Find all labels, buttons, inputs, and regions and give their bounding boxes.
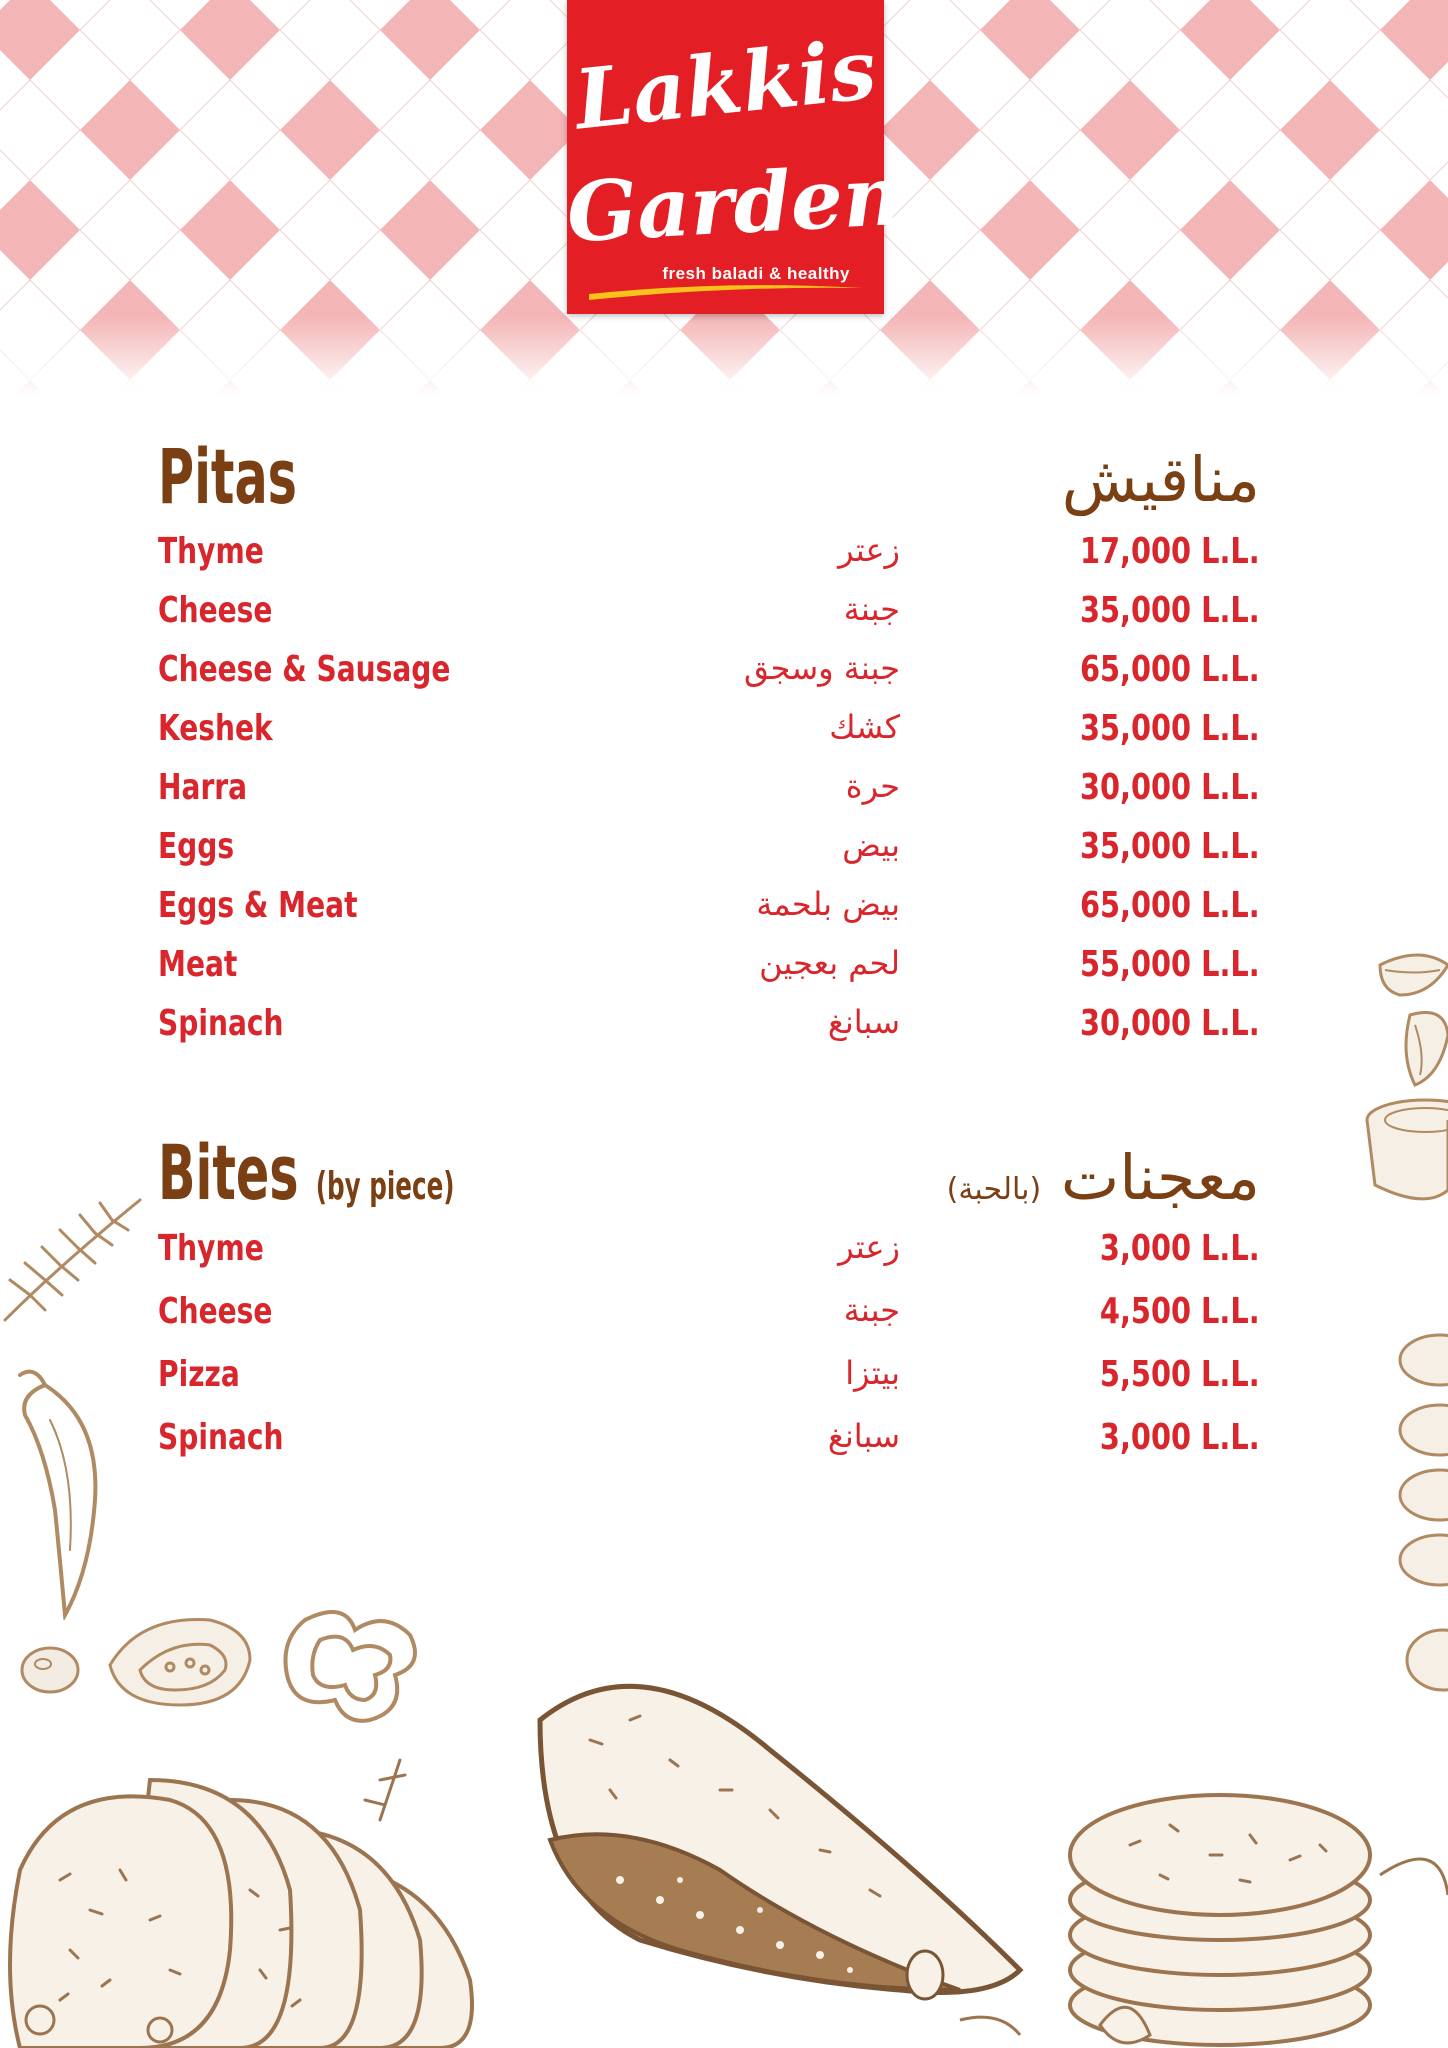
item-name: Harra	[158, 767, 248, 808]
bites-section-title	[158, 1128, 455, 1231]
olive-sketch-icon	[15, 1640, 85, 1700]
item-price: 65,000 L.L.	[1080, 649, 1260, 690]
bites-title-ar-text: معجنات	[1060, 1141, 1260, 1214]
item-price: 3,000 L.L.	[1100, 1417, 1260, 1458]
bites-title-ar-sub: (بالحبة)	[946, 1172, 1042, 1207]
pitas-title-text: Pitas	[158, 432, 297, 521]
item-price: 35,000 L.L.	[1080, 826, 1260, 867]
brand-logo	[564, 0, 905, 314]
item-name: Spinach	[158, 1003, 284, 1044]
herb-leaves-sketch-icon	[1370, 945, 1448, 1095]
item-name-ar: لحم بعجين	[759, 944, 900, 982]
rosemary-sketch-icon	[0, 1185, 150, 1335]
bites-title-sub: (by piece)	[315, 1164, 455, 1208]
pitas-section-title	[158, 432, 297, 522]
item-name: Eggs & Meat	[158, 885, 358, 926]
item-price: 17,000 L.L.	[1080, 531, 1260, 572]
item-price: 55,000 L.L.	[1080, 944, 1260, 985]
item-name: Pizza	[158, 1354, 240, 1395]
vegetable-stack-sketch-icon	[1395, 1320, 1448, 1700]
item-name-ar: بيتزا	[845, 1354, 900, 1392]
item-price: 30,000 L.L.	[1080, 1003, 1260, 1044]
pitas-section-title-ar	[1062, 440, 1260, 520]
brand-tagline: fresh baladi & healthy	[662, 264, 850, 283]
item-name-ar: زعتر	[838, 1228, 900, 1266]
item-name-ar: سبانغ	[827, 1417, 900, 1455]
item-name-ar: جبنة وسجق	[743, 649, 900, 687]
item-name-ar: جبنة	[843, 590, 900, 628]
item-name: Thyme	[158, 531, 264, 572]
item-name-ar: كشك	[829, 708, 900, 746]
bites-section-title-ar	[947, 1138, 1260, 1230]
item-name-ar: بيض	[842, 826, 900, 864]
chili-pepper-sketch-icon	[0, 1360, 120, 1620]
item-price: 5,500 L.L.	[1100, 1354, 1260, 1395]
item-price: 3,000 L.L.	[1100, 1228, 1260, 1269]
item-price: 30,000 L.L.	[1080, 767, 1260, 808]
sauce-bowl-sketch-icon	[1365, 1090, 1448, 1215]
item-name: Cheese	[158, 1291, 273, 1332]
item-name: Cheese & Sausage	[158, 649, 451, 690]
item-name-ar: سبانغ	[827, 1003, 900, 1041]
brand-name-line1: Lakkis	[570, 21, 881, 149]
item-price: 35,000 L.L.	[1080, 590, 1260, 631]
item-name-ar: زعتر	[838, 531, 900, 569]
pepper-ring-sketch-icon	[275, 1600, 435, 1730]
stacked-pitas-sketch-icon	[1040, 1755, 1448, 2048]
item-name: Cheese	[158, 590, 273, 631]
tomato-slice-sketch-icon	[100, 1605, 260, 1715]
item-name-ar: جبنة	[843, 1291, 900, 1329]
bread-slices-sketch-icon	[0, 1720, 560, 2048]
item-name: Meat	[158, 944, 238, 985]
item-price: 35,000 L.L.	[1080, 708, 1260, 749]
item-name: Spinach	[158, 1417, 284, 1458]
item-name-ar: حرة	[845, 767, 900, 805]
pitas-title-ar-text: مناقيش	[1061, 443, 1260, 516]
item-name: Eggs	[158, 826, 235, 867]
item-name-ar: بيض بلحمة	[756, 885, 900, 923]
item-price: 4,500 L.L.	[1100, 1291, 1260, 1332]
item-name: Keshek	[158, 708, 273, 749]
folded-pita-sketch-icon	[520, 1640, 1040, 2048]
logo-swoosh-icon	[587, 282, 864, 304]
item-price: 65,000 L.L.	[1080, 885, 1260, 926]
item-name: Thyme	[158, 1228, 264, 1269]
brand-name-line2: Garden	[564, 147, 905, 262]
bites-title-text: Bites	[158, 1128, 299, 1217]
